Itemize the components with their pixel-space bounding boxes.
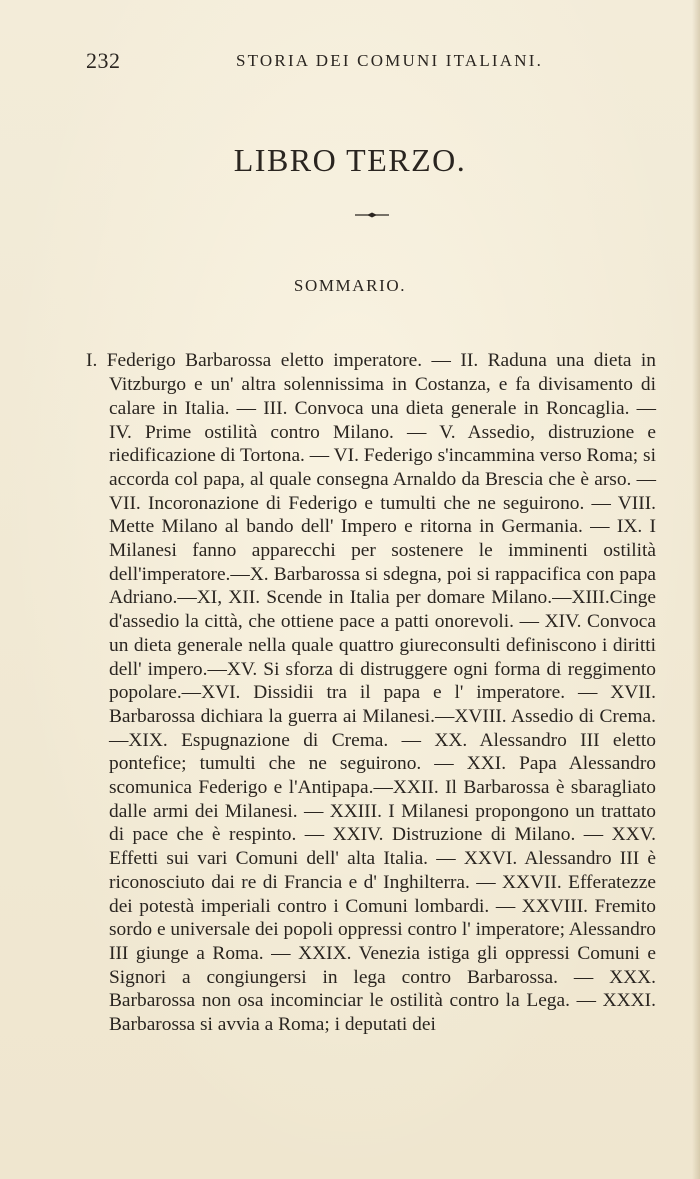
book-title: LIBRO TERZO. bbox=[233, 142, 467, 178]
summary-paragraph: I. Federigo Barbarossa eletto imperatore. — II. Raduna una dieta in Vitzburgo e un' altra solennissima in Costanza, e fa divisamento di calare in Italia. — III. Convoca una dieta generale in Roncaglia. — IV. Prime ostilità contro Milano. — V. Assedio, distruzione e riedificazione di Tortona. — VI. Federigo s'incammina verso Roma; si accorda col papa, al quale consegna Arnaldo da Brescia che è arso. — VII. Incoronazione di Federigo e tumulti che ne seguirono. — VIII. Mette Milano al bando dell' Impero e ritorna in Germania. — IX. I Milanesi fanno apparecchi per sostenere le imminenti ostilità dell'imperatore.—X. Barbarossa si sdegna, poi si rappacifica con papa Adriano.—XI, XII. Scende in Italia per domare Milano.—XIII.Cinge d'assedio la città, che ottiene pace a patti onorevoli. — XIV. Convoca un dieta generale nella quale quattro giureconsulti definiscono i diritti dell' impero.—XV. Si sforza di distruggere ogni forma di reggimento popolare.—XVI. Dissidii tra il papa e l' imperatore. — XVII. Barbarossa dichiara la guerra ai Milanesi.—XVIII. Assedio di Crema.—XIX. Espugnazione di Crema. — XX. Alessandro III eletto pontefice; tumulti che ne seguirono. — XXI. Papa Alessandro scomunica Federigo e l'Antipapa.—XXII. Il Barbarossa è sbaragliato dalle armi dei Milanesi. — XXIII. I Milanesi propongono un trattato di pace che è respinto. — XXIV. Distruzione di Milano. — XXV. Effetti sui vari Comuni dell' alta Italia. — XXVI. Alessandro III è riconosciuto dai re di Francia e d' Inghilterra. — XXVII. Efferatezze dei potestà imperiali contro i Comuni lombardi. — XXVIII. Fremito sordo e universale dei popoli oppressi contro l' imperatore; Alessandro III giunge a Roma. — XXIX. Venezia istiga gli oppressi Comuni e Signori a congiungersi in lega contro Barbarossa. — XXX. Barbarossa non osa incominciar le ostilità contro la Lega. — XXXI. Barbarossa si avvia a Roma; i deputati dei bbox=[86, 350, 656, 1036]
running-header bbox=[86, 48, 646, 72]
ornament-divider-icon bbox=[355, 212, 389, 218]
section-heading: SOMMARIO. bbox=[293, 276, 407, 295]
running-title: STORIA DEI COMUNI ITALIANI. bbox=[236, 51, 544, 70]
page-number: 232 bbox=[86, 48, 121, 73]
